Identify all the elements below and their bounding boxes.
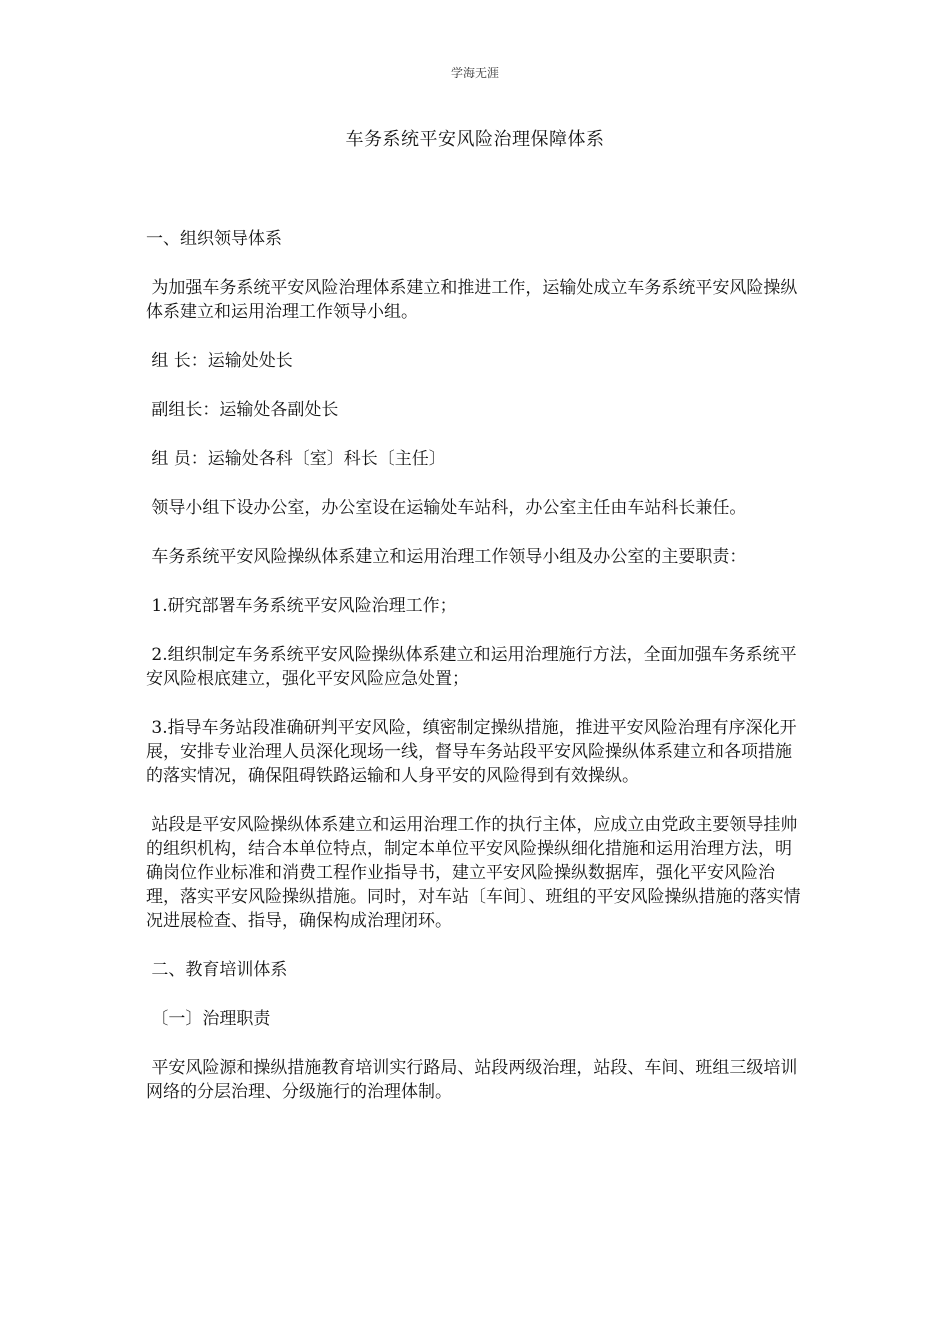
document-title: 车务系统平安风险治理保障体系 <box>345 129 605 150</box>
section-heading-2: 二、教育培训体系 <box>146 960 288 980</box>
list-item: 1.研究部署车务系统平安风险治理工作； <box>146 596 457 616</box>
paragraph: 车务系统平安风险操纵体系建立和运用治理工作领导小组及办公室的主要职责： <box>146 547 747 567</box>
subsection-heading: 〔一〕治理职责 <box>146 1009 271 1029</box>
section-heading-1: 一、组织领导体系 <box>146 229 282 249</box>
paragraph: 组 长：运输处处长 <box>146 351 293 371</box>
paragraph: 领导小组下设办公室，办公室设在运输处车站科，办公室主任由车站科长兼任。 <box>146 498 747 518</box>
list-item: 2.组织制定车务系统平安风险操纵体系建立和运用治理施行方法，全面加强车务系统平安风险根底建立，强化平安风险应急处置； <box>146 645 797 689</box>
list-item: 3.指导车务站段准确研判平安风险，缜密制定操纵措施，推进平安风险治理有序深化开展，安排专业治理人员深化现场一线，督导车务站段平安风险操纵体系建立和各项措施的落实情况，确保阻碍铁路运输和人身平安的风险得到有效操纵。 <box>146 718 797 786</box>
paragraph: 站段是平安风险操纵体系建立和运用治理工作的执行主体，应成立由党政主要领导挂帅的组织机构，结合本单位特点，制定本单位平安风险操纵细化措施和运用治理方法，明确岗位作业标准和消费工程作业指导书，建立平安风险操纵数据库，强化平安风险治理，落实平安风险操纵措施。同时，对车站〔车间〕、班组的平安风险操纵措施的落实情况进展检查、指导，确保构成治理闭环。 <box>146 815 801 931</box>
paragraph: 组 员：运输处各科〔室〕科长〔主任〕 <box>146 449 446 469</box>
paragraph: 为加强车务系统平安风险治理体系建立和推进工作，运输处成立车务系统平安风险操纵体系建立和运用治理工作领导小组。 <box>146 278 798 322</box>
paragraph: 平安风险源和操纵措施教育培训实行路局、站段两级治理，站段、车间、班组三级培训网络的分层治理、分级施行的治理体制。 <box>146 1058 798 1102</box>
document-body <box>146 227 806 1129</box>
paragraph: 副组长：运输处各副处长 <box>146 400 339 420</box>
page-header: 学海无涯 <box>450 66 499 80</box>
